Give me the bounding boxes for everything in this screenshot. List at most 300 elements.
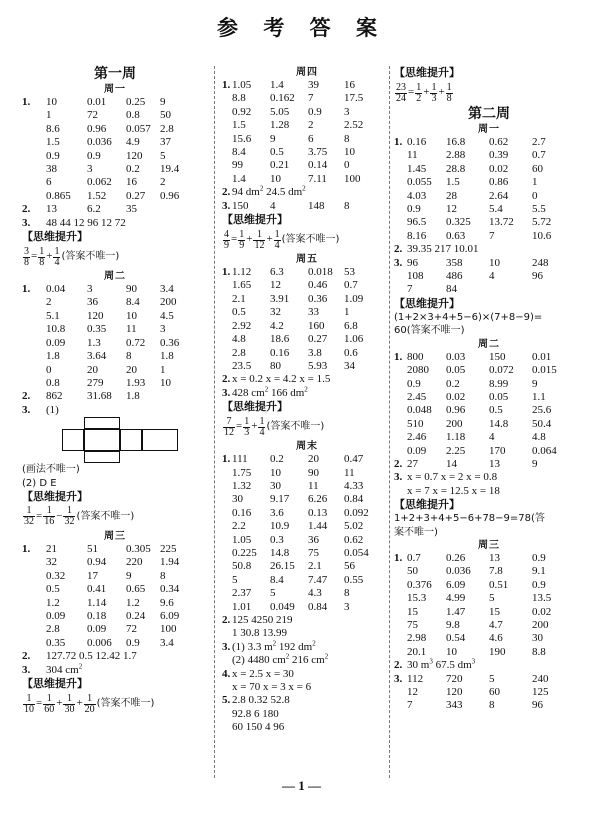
operator: + xyxy=(266,233,273,246)
answer-row xyxy=(222,279,392,292)
answer-row xyxy=(394,646,584,659)
day-heading: 周三 xyxy=(478,539,500,551)
answer-cell: 8 xyxy=(160,569,166,582)
answer-cell: 9 xyxy=(160,96,166,108)
answer-cell: x = 7 x = 12.5 x = 18 xyxy=(407,484,500,497)
fraction xyxy=(43,506,55,527)
answer-cell: 3 xyxy=(87,283,93,296)
answer-cell: 200 xyxy=(532,619,549,631)
answer-cell xyxy=(489,485,532,498)
answer-cell: 10 xyxy=(344,146,355,159)
answer-cell: 31.68 xyxy=(87,390,112,403)
question-number xyxy=(22,583,46,596)
answer-cell: 7 xyxy=(407,699,413,712)
answer-cell: 23.5 xyxy=(232,359,252,372)
answer-cell: 28.8 xyxy=(446,162,466,175)
answer-row xyxy=(394,565,584,578)
operator: = xyxy=(408,86,415,99)
answer-cell: 33 xyxy=(308,306,319,319)
answer-cell: 0.036 xyxy=(446,565,471,578)
note: (答案不唯一) xyxy=(76,511,135,523)
denominator: 32 xyxy=(64,516,75,528)
answer-row xyxy=(394,283,584,296)
numerator: 1 xyxy=(23,694,35,705)
operator: = xyxy=(231,233,238,246)
answer-cell: 1.75 xyxy=(232,466,252,479)
answer-row xyxy=(222,119,392,132)
question-number xyxy=(22,337,46,350)
question-number: 2. xyxy=(22,390,31,403)
question-number xyxy=(394,163,407,176)
answer-row xyxy=(222,641,392,654)
question-number xyxy=(22,377,46,390)
question-number xyxy=(394,176,407,189)
fraction xyxy=(43,694,55,715)
answer-row xyxy=(22,109,208,122)
numerator: 1 xyxy=(431,81,437,93)
fraction-equation xyxy=(222,227,392,253)
question-number xyxy=(394,190,407,203)
answer-cell: 5.05 xyxy=(270,105,290,118)
answer-cell: 72 xyxy=(87,109,98,122)
answer-cell xyxy=(308,708,344,721)
question-number: 1. xyxy=(394,136,403,148)
answer-cell: 8.99 xyxy=(489,377,509,390)
question-number xyxy=(394,632,407,645)
answer-cell: 19.4 xyxy=(160,163,180,176)
question-number: 1. xyxy=(222,453,231,466)
answer-cell: 13 xyxy=(489,457,500,470)
answer-cell: (1) xyxy=(46,403,59,416)
answer-cell: 0.21 xyxy=(270,159,290,172)
net-face xyxy=(84,429,120,451)
question-number: 3. xyxy=(222,640,231,653)
answer-cell: 0.048 xyxy=(407,404,432,417)
answer-row xyxy=(394,230,584,243)
answer-cell: 510 xyxy=(407,417,424,430)
answer-cell: 6.09 xyxy=(160,609,180,622)
answer-cell: 0.7 xyxy=(407,551,421,564)
answer-cell: 0.9 xyxy=(407,203,421,216)
answer-row xyxy=(394,216,584,229)
answer-cell: 9.17 xyxy=(270,493,290,506)
answer-cell: 0.5 xyxy=(270,146,284,159)
operator: + xyxy=(76,697,83,710)
answer-cell: 30 $m^3$ 67.5 $dm^3$ xyxy=(407,657,476,672)
question-number xyxy=(22,176,46,189)
answer-cell: 1.14 xyxy=(87,596,107,609)
question-number xyxy=(394,699,407,712)
net-face xyxy=(120,429,142,451)
answer-cell: 17.5 xyxy=(344,92,364,105)
answer-cell: 9 xyxy=(532,377,538,390)
answer-cell: 12 xyxy=(407,686,418,699)
answer-cell: 15.3 xyxy=(407,592,427,605)
question-number: 2. xyxy=(394,243,403,256)
answer-cell: 37 xyxy=(160,136,171,149)
question-number xyxy=(222,320,232,333)
answer-cell: 1 xyxy=(532,176,538,189)
answer-row xyxy=(222,654,392,667)
answer-cell: 0.02 xyxy=(532,605,552,618)
answer-cell: 10 xyxy=(446,645,457,658)
answer-cell: 4.8 xyxy=(532,431,546,444)
answer-cell: 0.51 xyxy=(489,578,509,591)
numerator: 1 xyxy=(84,694,96,705)
answer-cell xyxy=(308,387,344,400)
answer-cell: 2.45 xyxy=(407,390,427,403)
answer-cell: 6.2 xyxy=(87,203,101,216)
numerator: 1 xyxy=(446,81,452,93)
answer-cell: 0.05 xyxy=(489,390,509,403)
answer-cell: 2.1 xyxy=(308,560,322,573)
answer-cell: 8.8 xyxy=(232,92,246,105)
question-number xyxy=(394,364,407,377)
denominator: 8 xyxy=(24,256,29,268)
answer-cell: 50 xyxy=(407,565,418,578)
answer-row xyxy=(222,681,392,694)
question-number xyxy=(394,592,407,605)
answer-row xyxy=(22,96,208,109)
answer-cell: 8.4 xyxy=(270,573,284,586)
answer-cell: 1.01 xyxy=(232,600,252,613)
answer-cell: 20 xyxy=(126,363,137,376)
answer-cell: 1 xyxy=(160,363,166,376)
answer-cell: 0.2 xyxy=(270,453,284,466)
answer-cell: 21 xyxy=(46,542,57,555)
answer-cell xyxy=(446,243,489,256)
answer-cell: 5 xyxy=(270,587,276,600)
answer-cell: 4.8 xyxy=(232,333,246,346)
answer-cell: 1.09 xyxy=(344,292,364,305)
answer-cell: 2.8 xyxy=(46,623,60,636)
answer-cell: 0.16 xyxy=(232,506,252,519)
fraction xyxy=(243,417,250,438)
page-title: 参 考 答 案 xyxy=(217,16,386,40)
answer-cell: 4.7 xyxy=(489,619,503,631)
answer-row xyxy=(394,364,584,377)
answer-cell: 13 xyxy=(46,203,57,216)
answer-cell: 6.8 xyxy=(344,319,358,332)
answer-row xyxy=(22,404,208,417)
answer-cell: 5.5 xyxy=(532,203,546,216)
answer-cell: 108 xyxy=(407,270,424,283)
answer-cell: 10.6 xyxy=(532,229,552,242)
answer-cell: 16.8 xyxy=(446,136,466,148)
answer-row xyxy=(222,173,392,186)
answer-cell: 2.7 xyxy=(532,136,546,148)
answer-cell: x = 0.2 x = 4.2 x = 1.5 xyxy=(232,373,331,386)
answer-cell: 5.02 xyxy=(344,520,364,533)
answer-cell: 2080 xyxy=(407,364,429,377)
answer-cell: 14 xyxy=(446,457,457,470)
question-number xyxy=(222,721,232,734)
thinking-heading: 【思维提升】 xyxy=(222,213,288,227)
answer-row xyxy=(394,190,584,203)
answer-cell: 3 xyxy=(344,105,350,118)
answer-cell: 1.5 xyxy=(232,119,246,132)
answer-cell: 160 xyxy=(308,319,325,332)
question-number xyxy=(22,163,46,176)
answer-cell: 6 xyxy=(46,176,52,189)
answer-cell xyxy=(308,668,344,681)
answer-cell: 1.3 xyxy=(87,336,101,349)
thinking-heading: 【思维提升】 xyxy=(394,66,460,79)
answer-cell: x = 2.5 x = 30 xyxy=(232,667,294,680)
answer-row xyxy=(222,306,392,319)
denominator: 30 xyxy=(64,703,75,715)
answer-cell: 1.52 xyxy=(87,189,107,202)
denominator: 8 xyxy=(446,92,452,104)
fraction xyxy=(395,83,407,104)
answer-line: (画法不唯一) xyxy=(22,464,80,476)
answer-row xyxy=(222,668,392,681)
fraction-equation xyxy=(22,504,208,530)
answer-cell: 0.09 xyxy=(46,609,66,622)
answer-cell: 39.35 217 10.01 xyxy=(407,243,479,256)
answer-row xyxy=(22,390,208,403)
answer-cell: 38 xyxy=(46,163,57,176)
question-number xyxy=(222,146,232,159)
page-number: — 1 — xyxy=(282,778,321,793)
answer-line: 1+2+3+4+5−6+78−9=78(答 xyxy=(394,513,545,525)
answer-row xyxy=(394,270,584,283)
answer-cell: 0.325 xyxy=(446,216,471,229)
answer-cell: 4 xyxy=(270,199,276,212)
question-number xyxy=(22,123,46,136)
denominator: 4 xyxy=(259,426,265,438)
answer-row xyxy=(22,310,208,323)
answer-row xyxy=(394,659,584,672)
answer-cell: 248 xyxy=(532,256,549,269)
answer-cell: 1.2 xyxy=(46,596,60,609)
answer-cell: 1.44 xyxy=(308,520,328,533)
day-heading: 周三 xyxy=(104,530,126,542)
answer-cell: 240 xyxy=(532,672,549,685)
answer-cell: (2) 4480 $cm^2$ 216 $cm^2$ xyxy=(232,652,329,667)
question-number xyxy=(222,547,232,560)
answer-cell: 30 xyxy=(532,632,543,645)
day-heading: 周二 xyxy=(104,271,126,283)
answer-cell: 20 xyxy=(308,453,319,466)
answer-cell xyxy=(308,373,344,386)
operator: = xyxy=(236,420,243,433)
answer-cell xyxy=(270,654,308,667)
answer-cell: 30 xyxy=(270,479,281,492)
answer-cell: 96 xyxy=(532,699,543,712)
answer-cell: 170 xyxy=(489,444,506,457)
answer-cell: 8 xyxy=(344,199,350,212)
answer-cell: 9 xyxy=(532,457,538,470)
answer-row xyxy=(222,534,392,547)
answer-cell: 8.16 xyxy=(407,229,427,242)
answer-cell xyxy=(87,217,126,230)
answer-cell: 2 xyxy=(308,119,314,132)
answer-cell: 1.4 xyxy=(270,79,284,91)
answer-cell: 0.16 xyxy=(407,136,427,148)
question-number xyxy=(394,230,407,243)
answer-cell: 0.27 xyxy=(308,333,328,346)
answer-row xyxy=(22,610,208,623)
answer-cell: 5 xyxy=(489,592,495,605)
day-heading: 周二 xyxy=(478,338,500,350)
answer-row xyxy=(394,458,584,471)
answer-cell: 0 xyxy=(46,363,52,376)
question-number: 3. xyxy=(222,199,231,212)
answer-cell: 11 xyxy=(126,323,137,336)
answer-row xyxy=(394,552,584,565)
answer-cell: 0.34 xyxy=(160,583,180,596)
answer-cell: 0.064 xyxy=(532,444,557,457)
column-divider-1 xyxy=(214,66,215,778)
answer-cell: 2.1 xyxy=(232,292,246,305)
answer-cell: x = 70 x = 3 x = 6 xyxy=(232,681,312,694)
answer-cell: 9 xyxy=(270,132,276,145)
answer-cell: 0.305 xyxy=(126,542,151,555)
question-number: 2. xyxy=(22,203,31,216)
answer-cell: 50.4 xyxy=(532,417,552,430)
question-number xyxy=(394,378,407,391)
answer-cell: 4.6 xyxy=(489,632,503,645)
answer-cell: 0.018 xyxy=(308,266,333,279)
answer-cell: 36 xyxy=(87,296,98,309)
numerator: 1 xyxy=(23,506,35,517)
answer-cell: 0.96 xyxy=(446,404,466,417)
answer-cell: 0.13 xyxy=(308,506,328,519)
fraction xyxy=(23,694,35,715)
question-number xyxy=(22,570,46,583)
answer-cell: 20.1 xyxy=(407,645,427,658)
question-number xyxy=(222,654,232,667)
answer-cell: 13 xyxy=(489,551,500,564)
answer-column-1 xyxy=(22,66,208,717)
denominator: 2 xyxy=(416,92,422,104)
answer-cell: 0.9 xyxy=(407,377,421,390)
answer-cell xyxy=(308,654,344,667)
answer-row xyxy=(222,507,392,520)
answer-cell: 10 xyxy=(270,466,281,479)
denominator: 4 xyxy=(54,256,60,268)
answer-cell: 1.18 xyxy=(446,431,466,444)
answer-line: (1+2×3+4+5−6)×(7+8−9)= xyxy=(394,311,543,323)
answer-cell: 4.5 xyxy=(160,309,174,322)
question-number xyxy=(222,333,232,346)
answer-cell: 3 xyxy=(160,323,166,336)
answer-row xyxy=(22,217,208,230)
question-number xyxy=(222,627,232,640)
question-number xyxy=(22,597,46,610)
question-number xyxy=(222,159,232,172)
answer-cell: 0.63 xyxy=(446,229,466,242)
question-number xyxy=(22,556,46,569)
question-number xyxy=(394,579,407,592)
answer-cell: 51 xyxy=(87,542,98,555)
answer-cell xyxy=(87,664,126,677)
answer-cell: 48 44 12 96 12 72 xyxy=(46,216,126,229)
answer-cell: 0.05 xyxy=(446,364,466,377)
answer-cell: 7.8 xyxy=(489,565,503,578)
answer-row xyxy=(222,387,392,400)
answer-cell: 0 xyxy=(344,159,350,172)
answer-cell: 1.5 xyxy=(46,136,60,149)
numerator: 1 xyxy=(253,230,265,241)
numerator: 1 xyxy=(39,245,45,257)
answer-row xyxy=(394,431,584,444)
answer-cell: 0.27 xyxy=(126,189,146,202)
answer-cell: 4 xyxy=(489,431,495,444)
answer-cell: 0.04 xyxy=(46,283,66,296)
answer-cell: 120 xyxy=(126,149,143,162)
thinking-heading: 【思维提升】 xyxy=(22,677,88,690)
answer-cell: 150 xyxy=(232,199,249,212)
answer-cell: 3.4 xyxy=(160,283,174,296)
denominator: 8 xyxy=(39,256,45,268)
question-number: 2. xyxy=(222,614,231,626)
answer-cell: 2.52 xyxy=(344,119,364,132)
answer-column-3 xyxy=(394,66,584,713)
fraction xyxy=(63,694,75,715)
answer-cell: 8.8 xyxy=(532,645,546,658)
fraction-equation xyxy=(394,80,584,106)
answer-row xyxy=(22,597,208,610)
answer-cell xyxy=(270,387,308,400)
question-number: 3. xyxy=(22,216,31,229)
answer-row xyxy=(22,296,208,309)
answer-row xyxy=(22,623,208,636)
denominator: 60 xyxy=(44,703,55,715)
answer-cell: 150 xyxy=(489,350,506,363)
answer-cell: 17 xyxy=(87,569,98,582)
answer-cell: 36 xyxy=(308,533,319,546)
answer-cell: 0.5 xyxy=(489,404,503,417)
answer-cell: 1.05 xyxy=(232,79,252,91)
fraction xyxy=(223,230,230,251)
answer-cell: 2.2 xyxy=(232,520,246,533)
answer-cell: 8 xyxy=(344,132,350,145)
answer-row xyxy=(222,453,392,466)
answer-cell: (1) 3.3 $m^2$ 192 $dm^2$ xyxy=(232,639,316,653)
answer-row xyxy=(222,721,392,734)
answer-cell: 148 xyxy=(308,199,325,212)
question-number xyxy=(22,190,46,203)
answer-row xyxy=(22,150,208,163)
question-number xyxy=(222,493,232,506)
answer-cell: 5.72 xyxy=(532,216,552,229)
answer-row xyxy=(222,159,392,172)
answer-row xyxy=(394,485,584,498)
answer-cell: 80 xyxy=(270,359,281,372)
answer-row xyxy=(394,592,584,605)
answer-cell xyxy=(270,694,308,707)
answer-cell xyxy=(489,283,532,296)
fraction-equation xyxy=(22,691,208,717)
answer-row xyxy=(222,560,392,573)
answer-cell: 0.9 xyxy=(308,105,322,118)
question-number: 1. xyxy=(22,283,31,296)
answer-cell: 1 xyxy=(46,109,52,122)
answer-cell: 8 xyxy=(489,699,495,712)
question-number: 1. xyxy=(394,350,403,363)
answer-cell xyxy=(270,186,308,199)
question-number: 3. xyxy=(22,663,31,676)
answer-cell: 56 xyxy=(344,560,355,573)
answer-cell xyxy=(126,217,160,230)
question-number xyxy=(222,279,232,292)
numerator: 1 xyxy=(43,694,55,705)
denominator: 3 xyxy=(244,426,250,438)
question-number xyxy=(222,708,232,721)
answer-cell: 99 xyxy=(232,159,243,172)
